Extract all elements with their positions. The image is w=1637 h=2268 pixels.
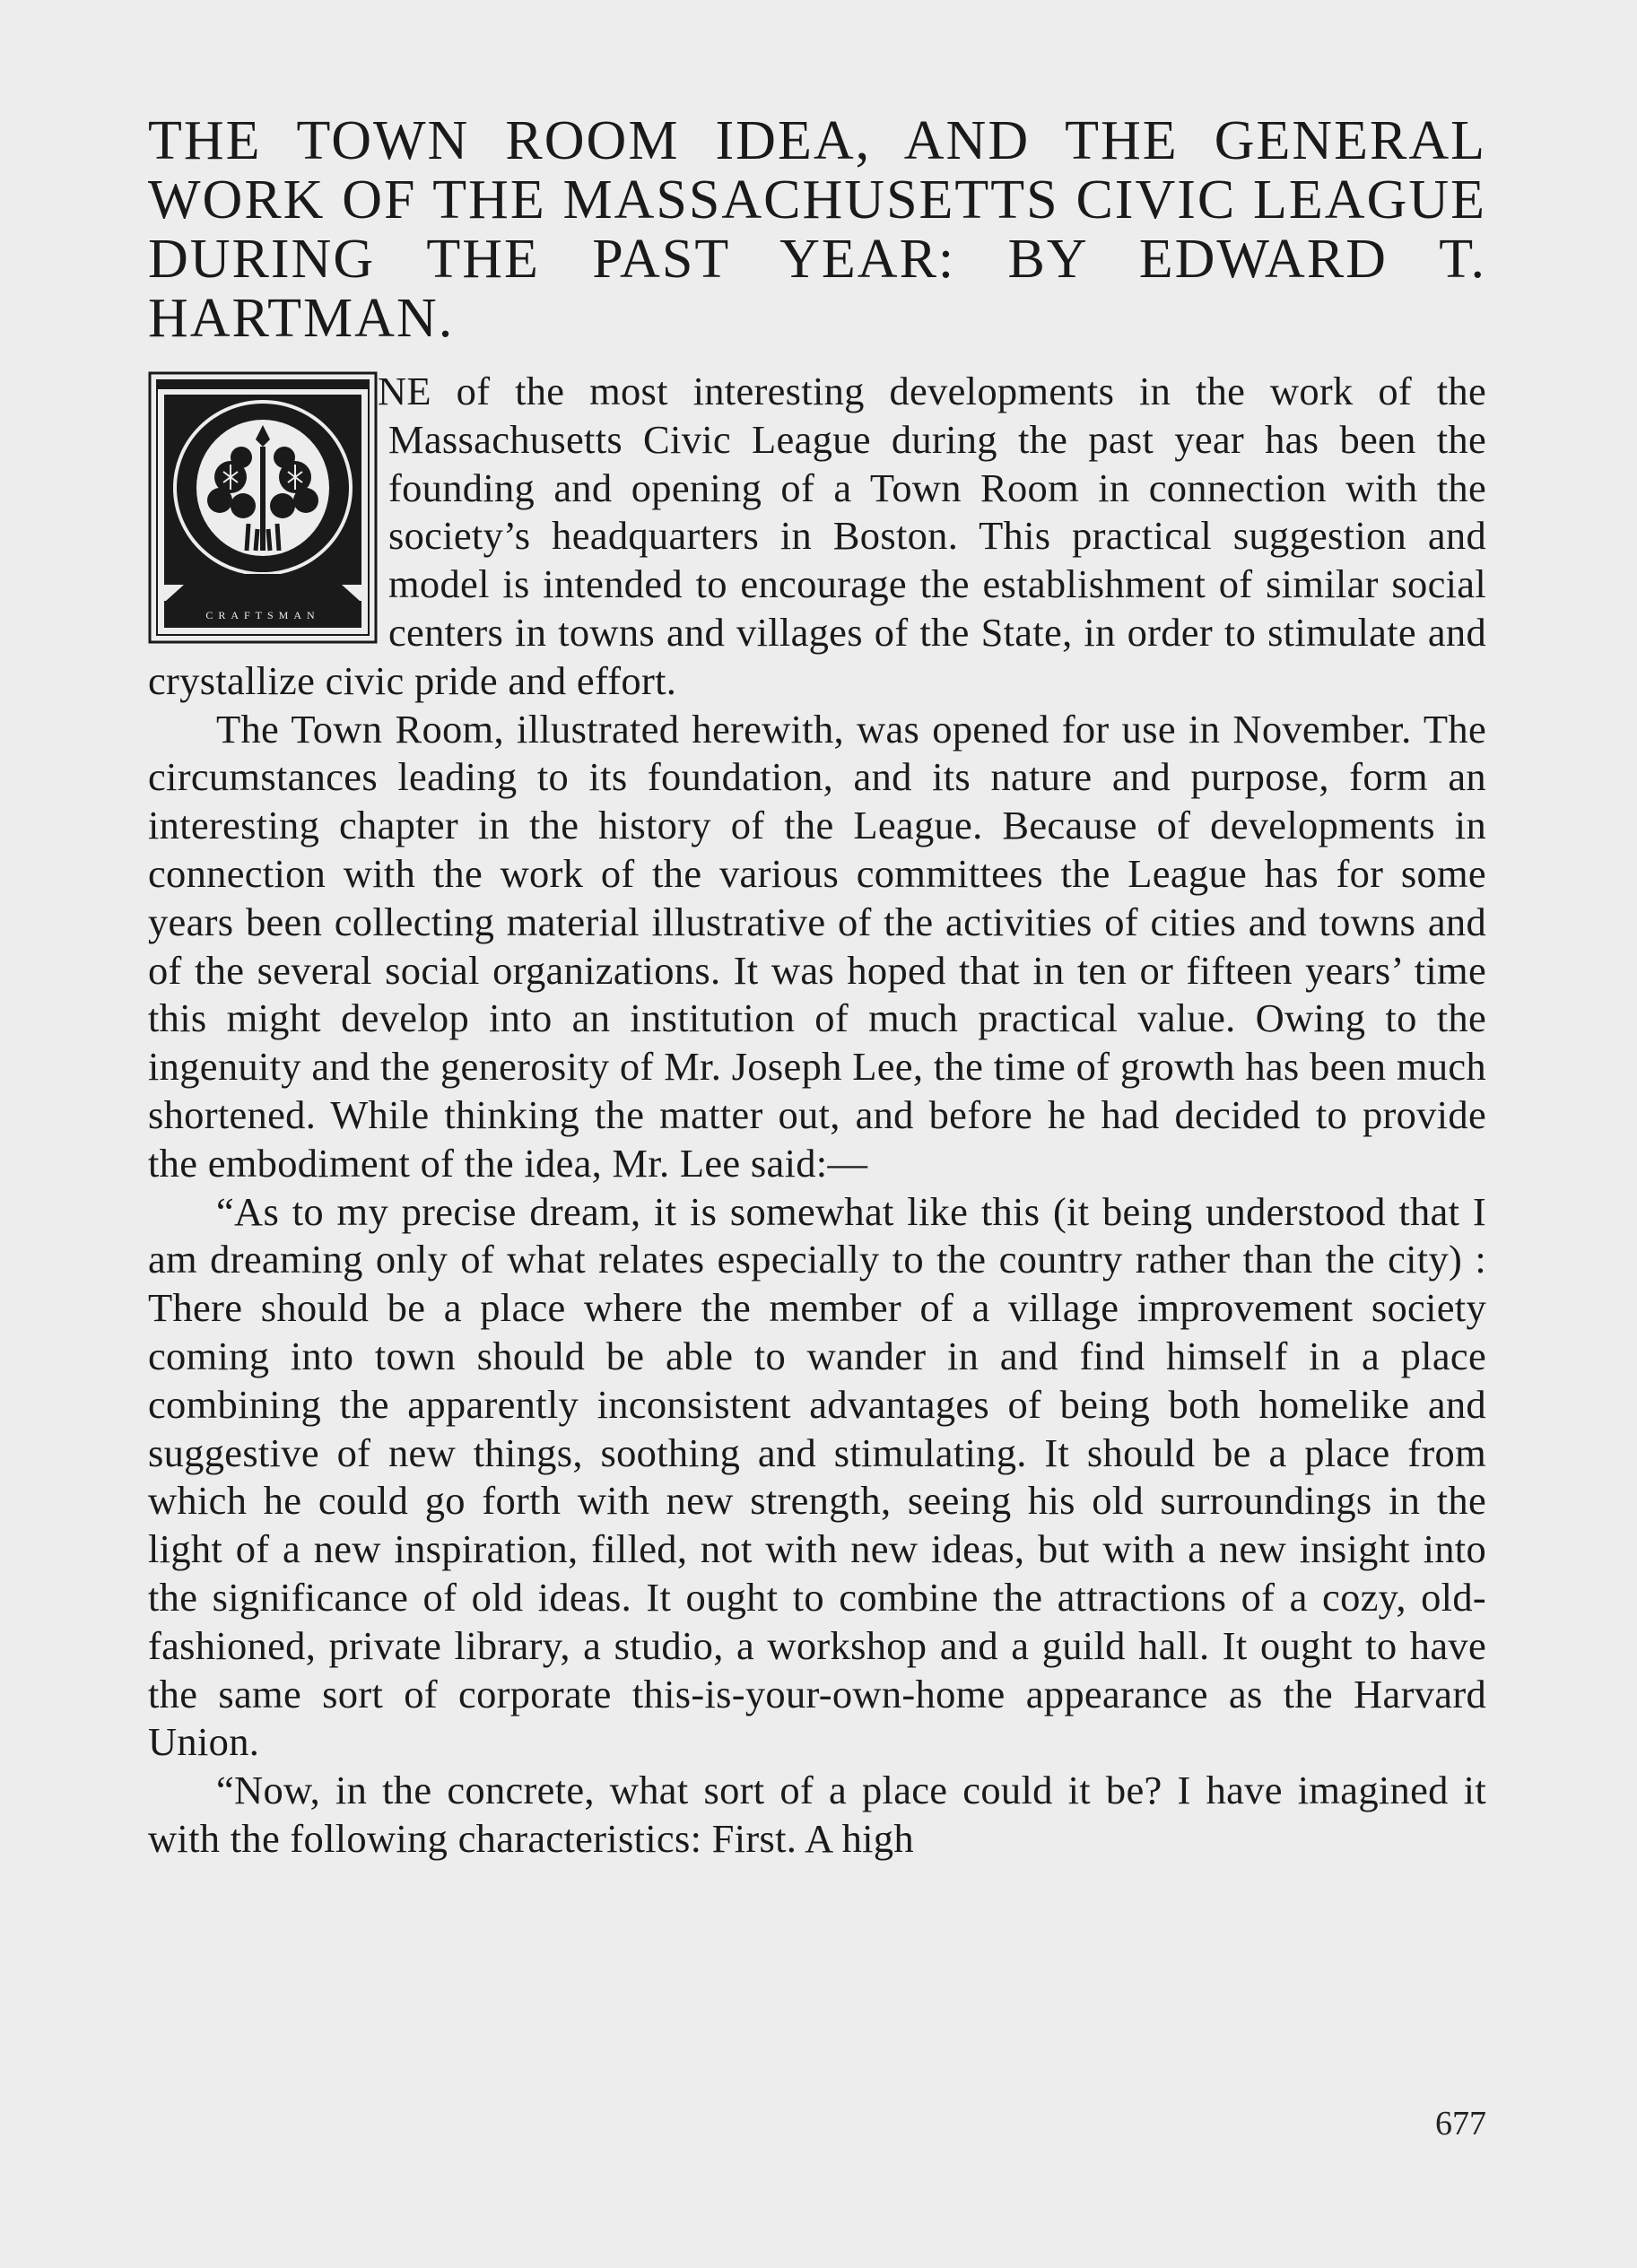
- article-title: THE TOWN ROOM IDEA, AND THE GENERAL WORK OF THE MASSACHUSETTS CIVIC LEAGUE DURING THE PAST YEAR: BY EDWARD T. HARTMAN.: [148, 110, 1486, 349]
- paragraph-1-text: NE of the most interesting developments in the work of the Massachusetts Civic League during the past year has been the founding and opening of a Town Room in connection with the society’s headquarters in Boston. This practical suggestion and model is intended to encourage the establishment of similar social centers in towns and villages of the State, in order to stimulate and crystallize civic pride and effort.: [148, 369, 1486, 703]
- paragraph-2: The Town Room, illustrated herewith, was opened for use in November. The circumstances leading to its foundation, and its nature and purpose, form an interesting chapter in the history of the League. Because of developments in connection with the work of the various committees the League has for some years been collecting material illustrative of the activities of cities and towns and of the several social organizations. It was hoped that in ten or fifteen years’ time this might develop into an institution of much practical value. Owing to the ingenuity and the generosity of Mr. Joseph Lee, the time of growth has been much shortened. While thinking the matter out, and before he had decided to provide the embodiment of the idea, Mr. Lee said:—: [148, 706, 1486, 1186]
- article-body: [148, 368, 1486, 1864]
- drop-cap-signature: CRAFTSMAN: [205, 609, 320, 621]
- paragraph-3: “As to my precise dream, it is somewhat like this (it being understood that I am dreaming only of what relates especially to the country rather than the city) : There should be a place where the member of a village improvement society coming into town should be able to wander in and find himself in a place combining the apparently inconsistent advantages of being both homelike and suggestive of new things, soothing and stimulating. It should be a place from which he could go forth with new strength, seeing his old surroundings in the light of a new inspiration, filled, not with new ideas, but with a new insight into the significance of old ideas. It ought to combine the attractions of a cozy, old-fashioned, private library, a studio, a workshop and a guild hall. It ought to have the same sort of corporate this-is-your-own-home appearance as the Harvard Union.: [148, 1188, 1486, 1765]
- paragraph-4: “Now, in the concrete, what sort of a place could it be? I have imagined it with the following characteristics: First. A high: [148, 1768, 1486, 1861]
- page-number: 677: [1435, 2105, 1486, 2142]
- paragraph-1: [148, 368, 1486, 706]
